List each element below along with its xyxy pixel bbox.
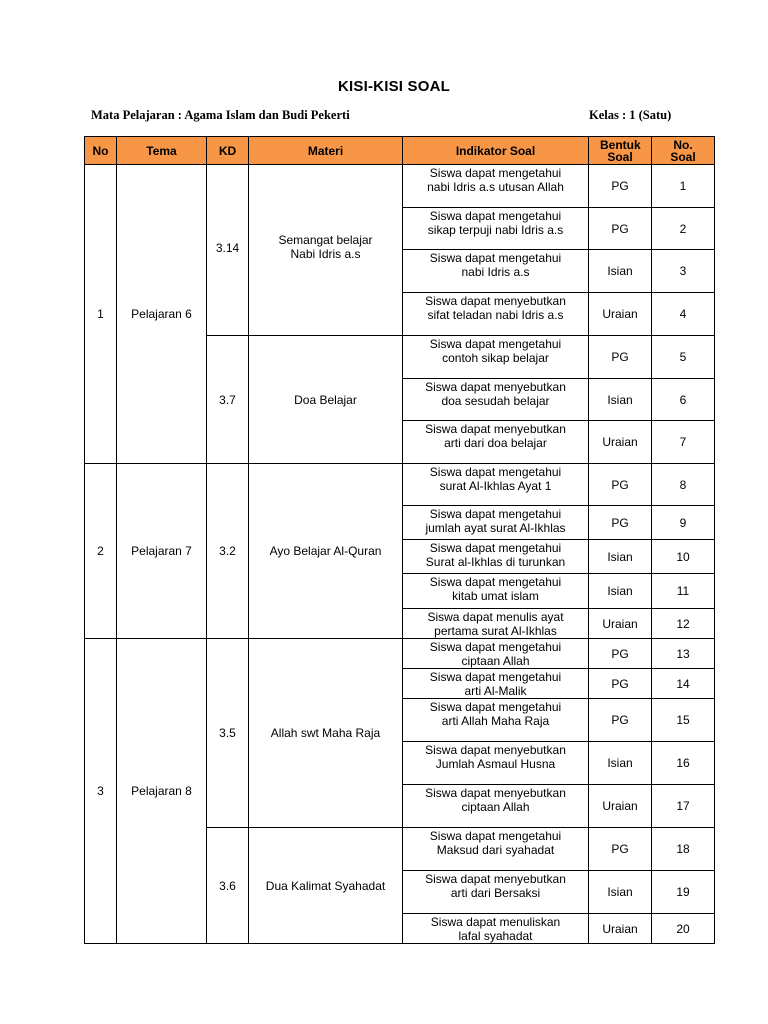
- cell-no-soal: 13: [652, 639, 715, 669]
- cell-materi: [249, 639, 403, 828]
- indikator-line: Siswa dapat mengetahui: [429, 337, 562, 351]
- indikator-line: Siswa dapat mengetahui: [429, 829, 562, 843]
- column-header-no: No: [85, 137, 117, 165]
- cell-no-soal: 14: [652, 669, 715, 699]
- table-row: [85, 639, 715, 669]
- cell-no-soal: 1: [652, 165, 715, 208]
- indikator-line: Siswa dapat menyebutkan: [425, 786, 566, 800]
- cell-indikator: [403, 250, 589, 293]
- cell-no-soal: 4: [652, 293, 715, 336]
- cell-bentuk: PG: [589, 639, 652, 669]
- indikator-line: lafal syahadat: [458, 929, 533, 943]
- indikator-line: doa sesudah belajar: [441, 394, 550, 408]
- cell-indikator: [403, 828, 589, 871]
- indikator-line: Surat al-Ikhlas di turunkan: [425, 555, 566, 569]
- cell-bentuk: PG: [589, 208, 652, 250]
- column-header-bentuk: Bentuk Soal: [589, 137, 652, 165]
- cell-indikator: [403, 742, 589, 785]
- materi-line: Nabi Idris a.s: [290, 247, 361, 261]
- cell-indikator: [403, 421, 589, 464]
- cell-bentuk: Isian: [589, 379, 652, 421]
- indikator-line: Siswa dapat menyebutkan: [425, 380, 566, 394]
- cell-no-soal: 5: [652, 336, 715, 379]
- cell-indikator: [403, 914, 589, 944]
- cell-bentuk: Isian: [589, 574, 652, 609]
- table-header-row: [85, 137, 715, 165]
- page-title: KISI-KISI SOAL: [338, 78, 450, 95]
- column-header-indikator: Indikator Soal: [403, 137, 589, 165]
- cell-no-soal: 10: [652, 540, 715, 574]
- indikator-line: sikap terpuji nabi Idris a.s: [427, 223, 564, 237]
- cell-bentuk: Uraian: [589, 609, 652, 639]
- cell-bentuk: PG: [589, 165, 652, 208]
- cell-materi: [249, 464, 403, 639]
- indikator-line: Siswa dapat mengetahui: [429, 541, 562, 555]
- cell-no-soal: 3: [652, 250, 715, 293]
- indikator-line: Siswa dapat mengetahui: [429, 507, 562, 521]
- cell-no-soal: 19: [652, 871, 715, 914]
- cell-bentuk: PG: [589, 669, 652, 699]
- cell-bentuk: PG: [589, 699, 652, 742]
- cell-materi: [249, 828, 403, 944]
- cell-bentuk: Isian: [589, 540, 652, 574]
- column-header-no-soal: No. Soal: [652, 137, 715, 165]
- kisi-kisi-table: [84, 136, 715, 944]
- materi-line: Dua Kalimat Syahadat: [265, 878, 386, 893]
- cell-tema: Pelajaran 7: [117, 464, 207, 639]
- cell-no-soal: 15: [652, 699, 715, 742]
- indikator-line: Siswa dapat mengetahui: [429, 465, 562, 479]
- table-row: [85, 464, 715, 506]
- cell-no: 2: [85, 464, 117, 639]
- cell-indikator: [403, 785, 589, 828]
- cell-indikator: [403, 871, 589, 914]
- indikator-line: contoh sikap belajar: [442, 351, 549, 365]
- cell-tema: Pelajaran 8: [117, 639, 207, 944]
- class-label: Kelas : 1 (Satu): [589, 108, 672, 122]
- cell-indikator: [403, 574, 589, 609]
- cell-no-soal: 17: [652, 785, 715, 828]
- indikator-line: arti dari doa belajar: [444, 436, 547, 450]
- cell-indikator: [403, 639, 589, 669]
- cell-indikator: [403, 293, 589, 336]
- column-header-tema: Tema: [117, 137, 207, 165]
- cell-indikator: [403, 336, 589, 379]
- cell-materi: [249, 336, 403, 464]
- indikator-line: Siswa dapat menuliskan: [430, 915, 561, 929]
- cell-no-soal: 2: [652, 208, 715, 250]
- indikator-line: arti Allah Maha Raja: [441, 714, 550, 728]
- indikator-line: Siswa dapat mengetahui: [429, 640, 562, 654]
- cell-no-soal: 12: [652, 609, 715, 639]
- indikator-line: ciptaan Allah: [461, 654, 530, 668]
- table-row: [85, 165, 715, 208]
- indikator-line: arti Al-Malik: [464, 684, 527, 698]
- indikator-line: Siswa dapat menulis ayat: [427, 610, 564, 624]
- cell-no-soal: 9: [652, 506, 715, 540]
- cell-indikator: [403, 464, 589, 506]
- indikator-line: Siswa dapat menyebutkan: [425, 422, 566, 436]
- materi-line: Ayo Belajar Al-Quran: [269, 544, 382, 558]
- cell-bentuk: PG: [589, 506, 652, 540]
- cell-bentuk: PG: [589, 336, 652, 379]
- cell-indikator: [403, 669, 589, 699]
- cell-kd: 3.7: [207, 336, 249, 464]
- indikator-line: Siswa dapat menyebutkan: [425, 743, 566, 757]
- cell-no-soal: 20: [652, 914, 715, 944]
- cell-bentuk: Uraian: [589, 914, 652, 944]
- indikator-line: Siswa dapat mengetahui: [429, 700, 562, 714]
- cell-no-soal: 16: [652, 742, 715, 785]
- cell-no: 1: [85, 165, 117, 464]
- column-header-kd: KD: [207, 137, 249, 165]
- indikator-line: ciptaan Allah: [461, 800, 530, 814]
- cell-indikator: [403, 165, 589, 208]
- cell-bentuk: Isian: [589, 742, 652, 785]
- cell-indikator: [403, 379, 589, 421]
- cell-kd: 3.5: [207, 639, 249, 828]
- cell-tema: Pelajaran 6: [117, 165, 207, 464]
- cell-bentuk: Isian: [589, 250, 652, 293]
- cell-no-soal: 7: [652, 421, 715, 464]
- indikator-line: nabi Idris a.s: [461, 265, 530, 279]
- materi-line: Semangat belajar: [278, 233, 373, 247]
- indikator-line: Siswa dapat menyebutkan: [425, 294, 566, 308]
- cell-bentuk: PG: [589, 828, 652, 871]
- cell-kd: 3.14: [207, 165, 249, 336]
- cell-no-soal: 11: [652, 574, 715, 609]
- indikator-line: Siswa dapat mengetahui: [429, 251, 562, 265]
- indikator-line: Siswa dapat mengetahui: [429, 670, 562, 684]
- cell-bentuk: Uraian: [589, 785, 652, 828]
- indikator-line: Siswa dapat mengetahui: [429, 166, 562, 180]
- indikator-line: Siswa dapat mengetahui: [429, 209, 562, 223]
- indikator-line: arti dari Bersaksi: [450, 886, 541, 900]
- cell-indikator: [403, 506, 589, 540]
- cell-bentuk: Uraian: [589, 293, 652, 336]
- indikator-line: kitab umat islam: [452, 589, 539, 603]
- cell-bentuk: Isian: [589, 871, 652, 914]
- cell-no: 3: [85, 639, 117, 944]
- cell-indikator: [403, 699, 589, 742]
- column-header-materi: Materi: [249, 137, 403, 165]
- indikator-line: Siswa dapat mengetahui: [429, 575, 562, 589]
- indikator-line: Maksud dari syahadat: [436, 843, 555, 857]
- cell-kd: 3.6: [207, 828, 249, 944]
- cell-materi: [249, 165, 403, 336]
- cell-indikator: [403, 609, 589, 639]
- cell-no-soal: 18: [652, 828, 715, 871]
- cell-indikator: [403, 208, 589, 250]
- indikator-line: surat Al-Ikhlas Ayat 1: [439, 479, 552, 493]
- indikator-line: Jumlah Asmaul Husna: [435, 757, 556, 771]
- cell-no-soal: 6: [652, 379, 715, 421]
- subject-label: Mata Pelajaran : Agama Islam dan Budi Pekerti: [91, 108, 350, 122]
- cell-bentuk: PG: [589, 464, 652, 506]
- indikator-line: sifat teladan nabi Idris a.s: [427, 308, 564, 322]
- indikator-line: pertama surat Al-Ikhlas: [434, 624, 557, 638]
- materi-line: Doa Belajar: [294, 392, 357, 407]
- cell-no-soal: 8: [652, 464, 715, 506]
- indikator-line: jumlah ayat surat Al-Ikhlas: [425, 521, 566, 535]
- indikator-line: Siswa dapat menyebutkan: [425, 872, 566, 886]
- materi-line: Allah swt Maha Raja: [270, 726, 381, 740]
- cell-kd: 3.2: [207, 464, 249, 639]
- indikator-line: nabi Idris a.s utusan Allah: [427, 180, 564, 194]
- cell-indikator: [403, 540, 589, 574]
- cell-bentuk: Uraian: [589, 421, 652, 464]
